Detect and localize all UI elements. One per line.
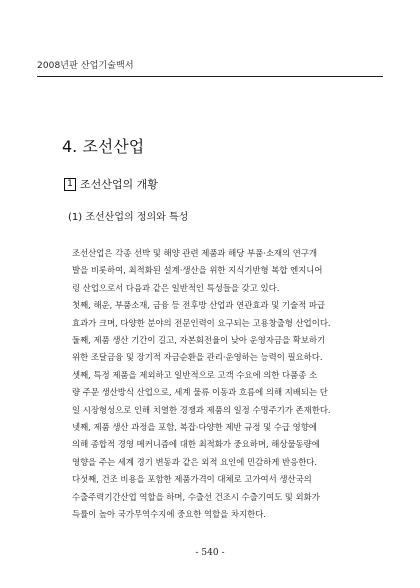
section-title: 조선산업의 개황	[80, 178, 158, 191]
paragraph	[62, 419, 380, 471]
subsection-title: (1) 조선산업의 정의와 특성	[68, 212, 189, 223]
text-line: 첫째, 해운, 부품소재, 금융 등 전후방 산업과 연관효과 및 기술적 파급	[72, 300, 326, 311]
text-line: 의해 종합적 경영 메커니즘에 대한 최적화가 중요하며, 해상물동량에	[72, 439, 320, 450]
text-line: 수출주력기간산업 역할을 하며, 수출선 건조시 수출기여도 및 외화가	[72, 491, 320, 502]
text-line: 발을 비롯하여, 최적화된 설계·생산을 위한 지식기반형 복합 엔지니어	[72, 265, 323, 276]
paragraph	[62, 297, 380, 332]
text-line: 효과가 크며, 다양한 분야의 전문인력이 요구되는 고용창출형 산업이다.	[72, 317, 331, 328]
text-line: 둘째, 제품 생산 기간이 길고, 자본회전율이 낮아 운영자금을 확보하기	[72, 335, 326, 346]
text-line: 조선산업은 각종 선박 및 해양 관련 제품과 해당 부품·소재의 연구개	[72, 248, 318, 258]
text-line: 득률이 높아 국가무역수지에 중요한 역할을 차지한다.	[72, 509, 266, 520]
text-line: 셋째, 특정 제품을 제외하고 일반적으로 고객 수요에 의한 다품종 소	[72, 369, 318, 380]
section-heading	[64, 176, 158, 192]
text-line: 량 주문 생산방식 산업으로, 세계 물류 이동과 흐름에 의해 지배되는 단	[72, 387, 328, 398]
page-number: - 540 -	[195, 548, 225, 558]
body-text	[62, 245, 380, 524]
text-line: 위한 조달금융 및 장기적 자금순환을 관리·운영하는 능력이 필요하다.	[72, 352, 323, 363]
chapter-title: 4. 조선산업	[62, 137, 145, 156]
running-header: 2008년판 산업기술백서	[37, 61, 134, 71]
text-line: 영향을 주는 세계 경기 변동과 같은 외적 요인에 민감하게 반응한다.	[72, 456, 318, 467]
paragraph	[62, 367, 380, 419]
section-number-box: 1	[64, 178, 76, 191]
paragraph	[62, 332, 380, 367]
text-line: 넷째, 제품 생산 과정을 포함, 복잡·다양한 제반 규정 및 수급 영향에	[72, 422, 317, 433]
text-line: 링 산업으로서 다음과 같은 일반적인 특성들을 갖고 있다.	[72, 282, 280, 293]
paragraph	[62, 245, 380, 297]
text-line: 다섯째, 건조 비용을 포함한 제품가격이 대체로 고가여서 생산국의	[72, 474, 312, 485]
header-rule	[37, 76, 383, 77]
text-line: 일 시장형성으로 인해 치열한 경쟁과 제품의 일정 수명주기가 존재한다.	[72, 404, 331, 415]
paragraph	[62, 471, 380, 523]
